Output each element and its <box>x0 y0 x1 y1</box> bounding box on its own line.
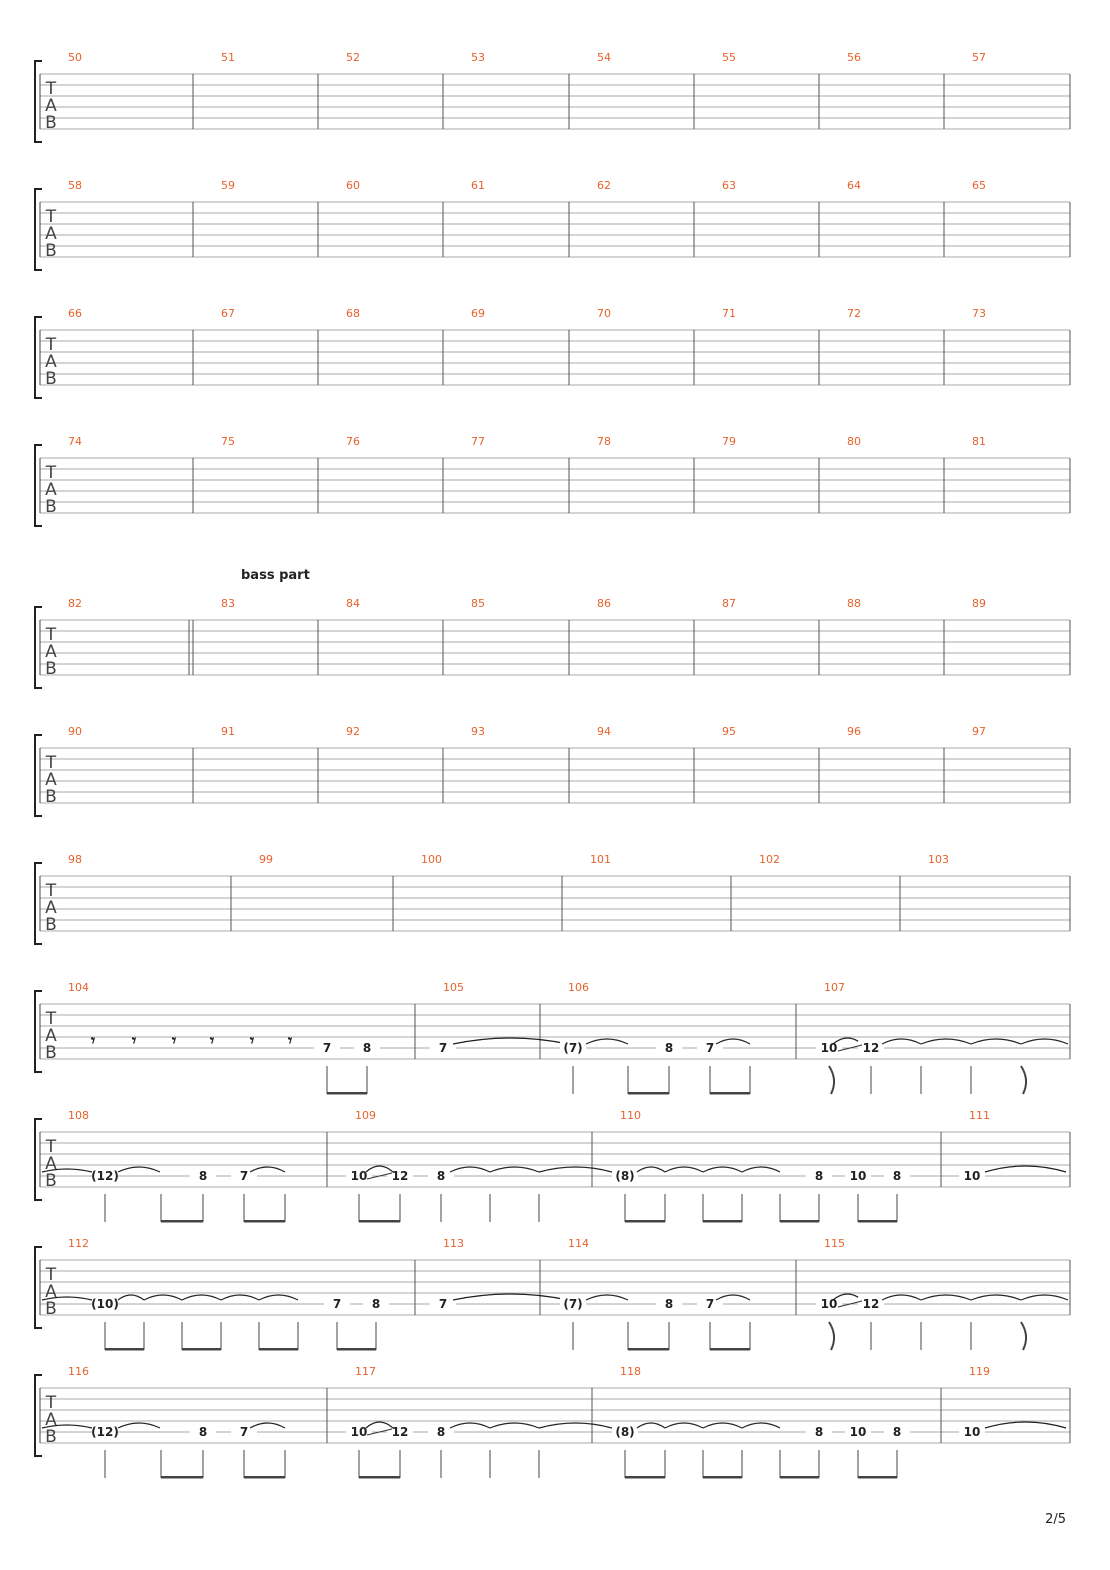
measure-number: 73 <box>972 307 986 320</box>
tie-arc <box>453 1294 568 1300</box>
eighth-rest: 𝄾 <box>171 1031 177 1050</box>
tie-arc <box>971 1039 1021 1044</box>
measure-number: 75 <box>221 435 235 448</box>
fret-number: (7) <box>563 1041 583 1055</box>
fret-number: 12 <box>862 1041 880 1055</box>
fret-number: (8) <box>615 1169 635 1183</box>
system-bracket <box>35 991 42 1072</box>
fret-number: 10 <box>963 1169 981 1183</box>
note-beam <box>780 1220 819 1223</box>
measure-number: 91 <box>221 725 235 738</box>
tab-clef-letter: B <box>45 1171 57 1191</box>
tie-arc <box>742 1167 780 1172</box>
measure-number: 113 <box>443 1237 464 1250</box>
tie-arc <box>539 1423 612 1428</box>
measure-number: 54 <box>597 51 611 64</box>
tie-arc <box>703 1423 742 1428</box>
tie-arc <box>665 1423 703 1428</box>
measure-number: 74 <box>68 435 82 448</box>
measure-number: 101 <box>590 853 611 866</box>
measure-number: 110 <box>620 1109 641 1122</box>
tie-arc <box>637 1423 665 1428</box>
measure-number: 60 <box>346 179 360 192</box>
fret-number: 10 <box>820 1041 838 1055</box>
note-beam <box>327 1092 367 1095</box>
system-bracket <box>35 735 42 816</box>
fret-number: 7 <box>332 1297 342 1311</box>
page-number: 2/5 <box>1045 1512 1066 1527</box>
measure-number: 66 <box>68 307 82 320</box>
fret-number: (8) <box>615 1425 635 1439</box>
note-beam <box>710 1348 750 1351</box>
tie-arc <box>118 1423 160 1428</box>
measure-number: 82 <box>68 597 82 610</box>
fret-number: 8 <box>664 1297 674 1311</box>
tab-clef-letter: T <box>45 881 57 901</box>
note-beam <box>703 1476 742 1479</box>
measure-number: 105 <box>443 981 464 994</box>
note-beam <box>780 1476 819 1479</box>
measure-number: 107 <box>824 981 845 994</box>
tie-arc <box>118 1295 144 1300</box>
fret-number: 8 <box>436 1425 446 1439</box>
note-flag <box>1021 1322 1026 1350</box>
measure-number: 59 <box>221 179 235 192</box>
tie-arc <box>921 1039 971 1044</box>
measure-number: 98 <box>68 853 82 866</box>
tab-clef-letter: B <box>45 497 57 517</box>
fret-number: 8 <box>664 1041 674 1055</box>
tab-clef-letter: T <box>45 335 57 355</box>
measure-number: 102 <box>759 853 780 866</box>
tie-arc <box>450 1167 490 1172</box>
fret-number: 10 <box>849 1169 867 1183</box>
note-flag <box>829 1066 834 1094</box>
tab-clef-letter: B <box>45 1043 57 1063</box>
note-beam <box>182 1348 221 1351</box>
measure-number: 89 <box>972 597 986 610</box>
measure-number: 114 <box>568 1237 589 1250</box>
tie-arc <box>703 1167 742 1172</box>
measure-number: 80 <box>847 435 861 448</box>
tie-arc <box>882 1295 921 1300</box>
system-bracket <box>35 61 42 142</box>
measure-number: 86 <box>597 597 611 610</box>
fret-number: (10) <box>91 1297 119 1311</box>
tab-clef-letter: B <box>45 1427 57 1447</box>
tie-arc <box>450 1423 490 1428</box>
fret-number: (12) <box>91 1425 119 1439</box>
measure-number: 108 <box>68 1109 89 1122</box>
measure-number: 85 <box>471 597 485 610</box>
tie-arc <box>182 1295 221 1300</box>
system-bracket <box>35 1247 42 1328</box>
system-bracket <box>35 317 42 398</box>
note-beam <box>244 1476 285 1479</box>
measure-number: 109 <box>355 1109 376 1122</box>
fret-number: 8 <box>436 1169 446 1183</box>
fret-number: 12 <box>391 1425 409 1439</box>
note-beam <box>625 1220 665 1223</box>
note-beam <box>858 1476 897 1479</box>
tie-arc <box>586 1039 628 1044</box>
fret-number: 10 <box>350 1169 368 1183</box>
measure-number: 68 <box>346 307 360 320</box>
tie-arc <box>586 1295 628 1300</box>
measure-number: 83 <box>221 597 235 610</box>
tie-arc <box>144 1295 182 1300</box>
tie-arc <box>118 1167 160 1172</box>
tie-arc <box>259 1295 298 1300</box>
tie-arc <box>882 1039 921 1044</box>
measure-number: 63 <box>722 179 736 192</box>
fret-number: 12 <box>862 1297 880 1311</box>
eighth-rest: 𝄾 <box>287 1031 293 1050</box>
measure-number: 106 <box>568 981 589 994</box>
measure-number: 117 <box>355 1365 376 1378</box>
measure-number: 78 <box>597 435 611 448</box>
tab-clef-letter: A <box>45 1410 57 1430</box>
measure-number: 104 <box>68 981 89 994</box>
note-flag <box>1021 1066 1026 1094</box>
fret-number: 7 <box>239 1425 249 1439</box>
tab-clef-letter: A <box>45 480 57 500</box>
measure-number: 65 <box>972 179 986 192</box>
note-beam <box>703 1220 742 1223</box>
section-label: bass part <box>241 568 310 583</box>
fret-number: 7 <box>438 1041 448 1055</box>
tab-clef-letter: T <box>45 753 57 773</box>
tab-clef-letter: B <box>45 113 57 133</box>
measure-number: 96 <box>847 725 861 738</box>
tie-arc <box>971 1295 1021 1300</box>
measure-number: 70 <box>597 307 611 320</box>
tab-clef-letter: T <box>45 207 57 227</box>
tab-clef-letter: A <box>45 1282 57 1302</box>
measure-number: 64 <box>847 179 861 192</box>
tab-clef-letter: B <box>45 915 57 935</box>
measure-number: 115 <box>824 1237 845 1250</box>
tab-clef-letter: A <box>45 770 57 790</box>
fret-number: 8 <box>892 1169 902 1183</box>
tie-arc <box>665 1167 703 1172</box>
fret-number: 7 <box>705 1297 715 1311</box>
tab-clef-letter: B <box>45 369 57 389</box>
tab-clef-letter: A <box>45 898 57 918</box>
tab-clef-letter: T <box>45 463 57 483</box>
fret-number: 8 <box>362 1041 372 1055</box>
note-beam <box>337 1348 376 1351</box>
measure-number: 90 <box>68 725 82 738</box>
system-bracket <box>35 607 42 688</box>
tie-arc <box>985 1422 1066 1428</box>
fret-number: 8 <box>814 1425 824 1439</box>
measure-number: 93 <box>471 725 485 738</box>
fret-number: 8 <box>892 1425 902 1439</box>
measure-number: 72 <box>847 307 861 320</box>
tab-clef-letter: T <box>45 625 57 645</box>
measure-number: 100 <box>421 853 442 866</box>
measure-number: 99 <box>259 853 273 866</box>
tab-clef-letter: A <box>45 224 57 244</box>
eighth-rest: 𝄾 <box>249 1031 255 1050</box>
measure-number: 55 <box>722 51 736 64</box>
measure-number: 77 <box>471 435 485 448</box>
note-beam <box>259 1348 298 1351</box>
system-bracket <box>35 189 42 270</box>
tie-arc <box>985 1166 1066 1172</box>
tab-clef-letter: A <box>45 1154 57 1174</box>
measure-number: 52 <box>346 51 360 64</box>
system-bracket <box>35 863 42 944</box>
measure-number: 116 <box>68 1365 89 1378</box>
tab-clef-letter: B <box>45 787 57 807</box>
measure-number: 61 <box>471 179 485 192</box>
tab-clef-letter: T <box>45 79 57 99</box>
measure-number: 87 <box>722 597 736 610</box>
fret-number: 8 <box>198 1169 208 1183</box>
tie-arc <box>1021 1039 1068 1044</box>
tab-clef-letter: B <box>45 659 57 679</box>
measure-number: 69 <box>471 307 485 320</box>
measure-number: 56 <box>847 51 861 64</box>
tie-arc <box>221 1295 259 1300</box>
tie-arc <box>637 1167 665 1172</box>
fret-number: 8 <box>198 1425 208 1439</box>
tab-clef-letter: B <box>45 1299 57 1319</box>
measure-number: 79 <box>722 435 736 448</box>
measure-number: 53 <box>471 51 485 64</box>
tab-clef-letter: A <box>45 352 57 372</box>
tie-arc <box>490 1423 539 1428</box>
note-beam <box>359 1476 400 1479</box>
fret-number: 12 <box>391 1169 409 1183</box>
measure-number: 95 <box>722 725 736 738</box>
tab-clef-letter: B <box>45 241 57 261</box>
eighth-rest: 𝄾 <box>209 1031 215 1050</box>
measure-number: 119 <box>969 1365 990 1378</box>
tab-clef-letter: T <box>45 1265 57 1285</box>
fret-number: 7 <box>705 1041 715 1055</box>
note-beam <box>628 1348 669 1351</box>
measure-number: 112 <box>68 1237 89 1250</box>
measure-number: 94 <box>597 725 611 738</box>
tie-arc <box>539 1167 612 1172</box>
tie-arc <box>1021 1295 1068 1300</box>
tie-arc <box>742 1423 780 1428</box>
fret-number: 8 <box>371 1297 381 1311</box>
measure-number: 118 <box>620 1365 641 1378</box>
tab-clef-letter: T <box>45 1393 57 1413</box>
tab-clef-letter: A <box>45 642 57 662</box>
note-beam <box>244 1220 285 1223</box>
measure-number: 92 <box>346 725 360 738</box>
note-beam <box>628 1092 669 1095</box>
fret-number: 10 <box>350 1425 368 1439</box>
fret-number: 10 <box>820 1297 838 1311</box>
fret-number: 7 <box>322 1041 332 1055</box>
note-beam <box>105 1348 144 1351</box>
measure-number: 50 <box>68 51 82 64</box>
note-beam <box>710 1092 750 1095</box>
note-beam <box>858 1220 897 1223</box>
tab-clef-letter: A <box>45 96 57 116</box>
eighth-rest: 𝄾 <box>90 1031 96 1050</box>
fret-number: 7 <box>239 1169 249 1183</box>
fret-number: 8 <box>814 1169 824 1183</box>
tie-arc <box>921 1295 971 1300</box>
measure-number: 88 <box>847 597 861 610</box>
system-bracket <box>35 1375 42 1456</box>
tie-arc <box>490 1167 539 1172</box>
tab-clef-letter: T <box>45 1137 57 1157</box>
tab-clef-letter: A <box>45 1026 57 1046</box>
note-flag <box>829 1322 834 1350</box>
measure-number: 62 <box>597 179 611 192</box>
fret-number: 7 <box>438 1297 448 1311</box>
measure-number: 67 <box>221 307 235 320</box>
system-bracket <box>35 445 42 526</box>
tab-clef-letter: T <box>45 1009 57 1029</box>
fret-number: (12) <box>91 1169 119 1183</box>
tie-arc <box>453 1038 568 1044</box>
system-bracket <box>35 1119 42 1200</box>
measure-number: 58 <box>68 179 82 192</box>
fret-number: 10 <box>849 1425 867 1439</box>
measure-number: 76 <box>346 435 360 448</box>
measure-number: 57 <box>972 51 986 64</box>
measure-number: 111 <box>969 1109 990 1122</box>
fret-number: (7) <box>563 1297 583 1311</box>
measure-number: 71 <box>722 307 736 320</box>
note-beam <box>359 1220 400 1223</box>
note-beam <box>161 1220 203 1223</box>
note-beam <box>161 1476 203 1479</box>
measure-number: 84 <box>346 597 360 610</box>
measure-number: 97 <box>972 725 986 738</box>
fret-number: 10 <box>963 1425 981 1439</box>
measure-number: 103 <box>928 853 949 866</box>
measure-number: 51 <box>221 51 235 64</box>
measure-number: 81 <box>972 435 986 448</box>
note-beam <box>625 1476 665 1479</box>
eighth-rest: 𝄾 <box>131 1031 137 1050</box>
